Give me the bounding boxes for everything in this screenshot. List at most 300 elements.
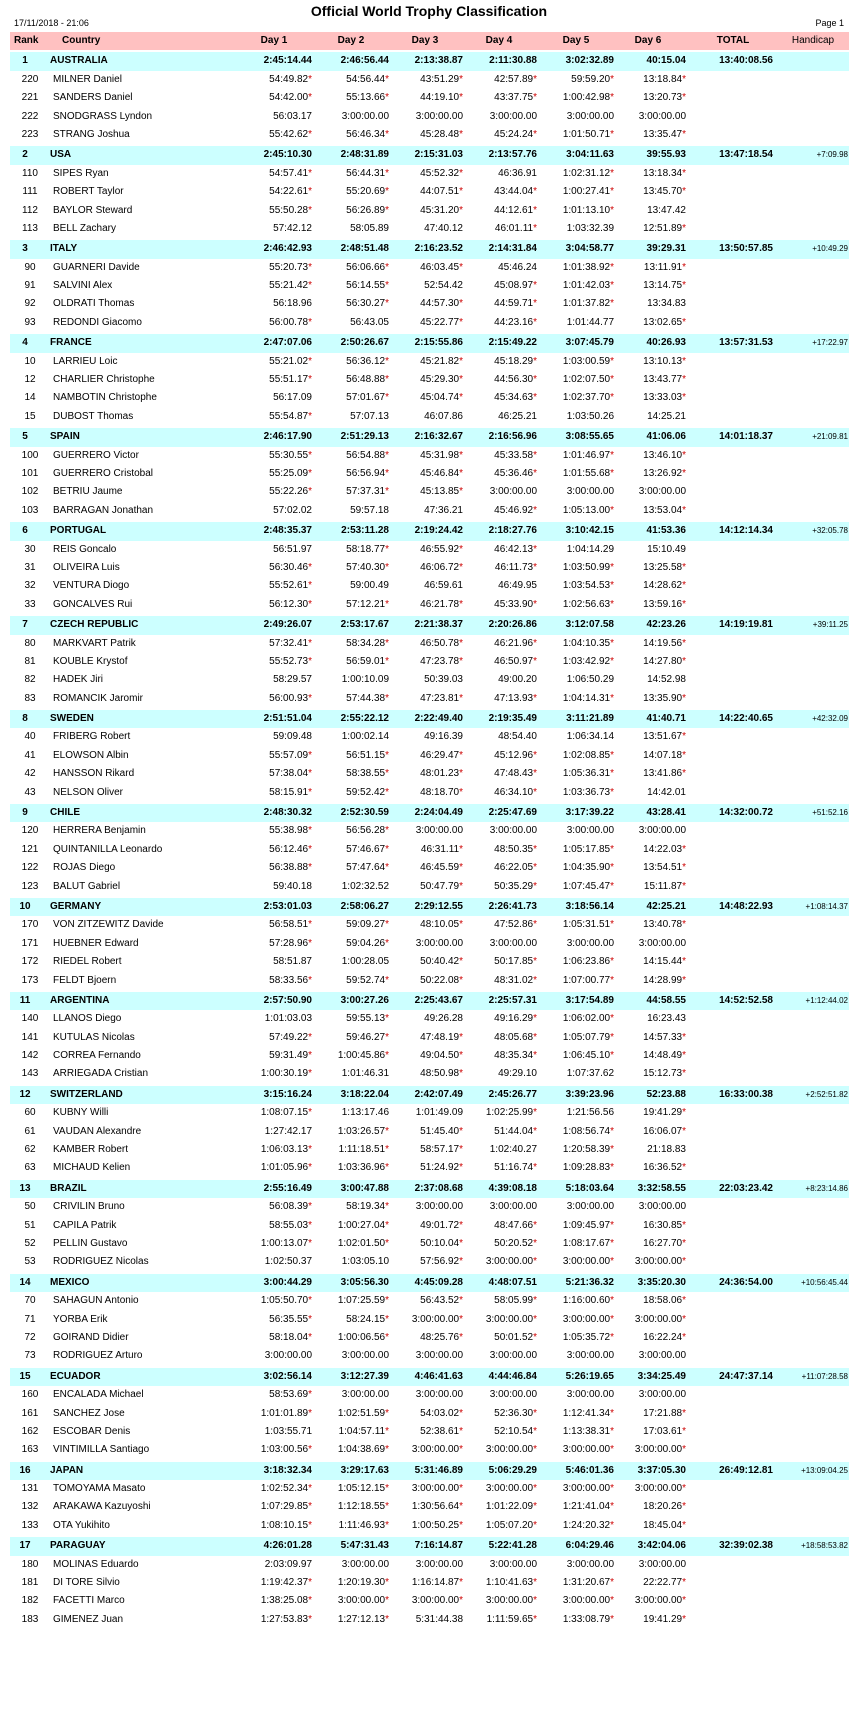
rider-number: 60 <box>24 1107 36 1119</box>
rider-day-5: 3:00:00.00 <box>566 1558 614 1570</box>
team-handicap: +51:52.16 <box>812 808 848 818</box>
rider-day-3: 46:29.47* <box>420 749 463 761</box>
rider-day-1: 59:09.48 <box>273 731 312 743</box>
rider-day-5: 1:07:45.47* <box>562 880 614 892</box>
rider-name: MARKVART Patrik <box>53 637 136 649</box>
rider-day-1: 1:01:01.89* <box>260 1407 312 1419</box>
rider-row <box>10 183 849 201</box>
rider-name: BALUT Gabriel <box>53 880 121 892</box>
rider-day-6: 13:59.16* <box>643 598 686 610</box>
rider-day-4: 46:49.95 <box>498 580 537 592</box>
rider-day-4: 58:05.99* <box>494 1295 537 1307</box>
rider-day-2: 56:43.05 <box>350 316 389 328</box>
team-day-2: 3:00:47.88 <box>340 1182 389 1194</box>
rider-day-5: 1:05:13.00* <box>562 504 614 516</box>
rider-day-4: 48:35.34* <box>494 1050 537 1062</box>
team-day-5: 6:04:29.46 <box>565 1540 614 1552</box>
rider-day-1: 55:57.09* <box>269 749 312 761</box>
rider-day-5: 1:02:31.12* <box>562 167 614 179</box>
rider-number: 221 <box>21 92 39 104</box>
rider-day-3: 45:52.32* <box>420 167 463 179</box>
rider-day-1: 1:38:25.08* <box>260 1595 312 1607</box>
team-row <box>10 240 849 258</box>
rider-day-6: 13:18.84* <box>643 73 686 85</box>
rider-day-2: 57:46.67* <box>346 843 389 855</box>
rider-day-2: 57:01.67* <box>346 392 389 404</box>
rider-name: FELDT Bjoern <box>53 974 117 986</box>
rider-day-5: 59:59.20* <box>571 73 614 85</box>
rider-day-2: 59:04.26* <box>346 937 389 949</box>
rider-day-5: 1:03:00.59* <box>562 355 614 367</box>
team-country: SWITZERLAND <box>50 1088 123 1100</box>
team-rank: 11 <box>19 994 31 1006</box>
rider-day-3: 48:01.23* <box>420 768 463 780</box>
team-day-2: 2:55:22.12 <box>340 713 389 725</box>
rider-day-5: 1:01:46.97* <box>562 449 614 461</box>
rider-day-6: 18:20.26* <box>643 1501 686 1513</box>
rider-row <box>10 596 849 614</box>
rider-day-4: 3:00:00.00* <box>485 1444 537 1456</box>
rider-day-5: 3:00:00.00 <box>566 486 614 498</box>
rider-row <box>10 1253 849 1271</box>
rider-day-6: 13:41.86* <box>643 768 686 780</box>
rider-day-5: 1:01:37.82* <box>562 298 614 310</box>
team-day-3: 5:31:46.89 <box>414 1464 463 1476</box>
team-day-1: 3:15:16.24 <box>263 1088 312 1100</box>
rider-day-2: 1:27:12.13* <box>337 1613 389 1625</box>
rider-day-4: 46:36.91 <box>498 167 537 179</box>
team-day-2: 2:52:30.59 <box>340 807 389 819</box>
rider-number: 113 <box>22 222 38 234</box>
rider-name: SAHAGUN Antonio <box>53 1295 139 1307</box>
rider-day-1: 55:22.26* <box>269 486 312 498</box>
rider-row <box>10 108 849 126</box>
rider-name: SANDERS Daniel <box>53 92 133 104</box>
rider-day-6: 14:48.49* <box>643 1050 686 1062</box>
rider-day-3: 43:51.29* <box>420 73 463 85</box>
rider-day-1: 1:05:50.70* <box>260 1295 312 1307</box>
header-total: TOTAL <box>716 35 750 46</box>
rider-day-3: 3:00:00.00* <box>411 1595 463 1607</box>
rider-day-5: 3:00:00.00 <box>566 937 614 949</box>
rider-number: 70 <box>24 1295 36 1307</box>
rider-day-5: 1:03:50.99* <box>562 561 614 573</box>
team-day-5: 3:17:39.22 <box>565 807 614 819</box>
team-rank: 16 <box>19 1464 31 1476</box>
team-handicap: +42:32.09 <box>812 714 848 724</box>
rider-name: ARRIEGADA Cristian <box>53 1068 149 1080</box>
rider-name: LLANOS Diego <box>53 1013 122 1025</box>
rider-row <box>10 1311 849 1329</box>
team-day-2: 3:18:22.04 <box>340 1088 389 1100</box>
rider-day-3: 47:48.19* <box>420 1031 463 1043</box>
team-day-1: 2:45:14.44 <box>263 55 312 67</box>
rider-day-4: 44:23.16* <box>494 316 537 328</box>
header-country: Country <box>62 35 101 46</box>
rider-name: KUTULAS Nicolas <box>53 1031 135 1043</box>
rider-day-6: 3:00:00.00* <box>634 1595 686 1607</box>
rider-name: PELLIN Gustavo <box>53 1238 128 1249</box>
team-day-6: 43:28.41 <box>646 807 686 819</box>
rider-day-5: 1:01:38.92* <box>562 261 614 273</box>
rider-day-2: 1:00:06.56* <box>337 1331 389 1343</box>
team-rank: 14 <box>19 1276 31 1288</box>
print-date: 17/11/2018 - 21:06 <box>14 18 89 28</box>
rider-day-6: 13:47.42 <box>647 204 686 216</box>
rider-day-1: 1:08:10.15* <box>260 1519 312 1531</box>
rider-day-3: 1:00:50.25* <box>411 1519 463 1531</box>
rider-day-5: 1:31:20.67* <box>562 1577 614 1589</box>
rider-day-1: 1:08:07.15* <box>260 1107 312 1119</box>
team-total: 14:19:19.81 <box>719 619 773 631</box>
team-day-4: 5:06:29.29 <box>488 1464 537 1476</box>
rider-day-6: 14:57.33* <box>643 1031 686 1043</box>
rider-name: OLDRATI Thomas <box>53 298 135 310</box>
rider-number: 133 <box>21 1519 39 1531</box>
rider-day-3: 56:43.52* <box>420 1295 463 1307</box>
rider-day-1: 58:29.57 <box>273 674 312 686</box>
rider-day-2: 57:07.13 <box>350 410 389 422</box>
rider-day-5: 1:01:13.10* <box>562 204 614 216</box>
rider-day-2: 1:04:57.11* <box>338 1425 389 1437</box>
rider-day-1: 1:19:42.37* <box>260 1577 312 1589</box>
team-day-1: 2:47:07.06 <box>263 337 312 349</box>
rider-day-3: 46:21.78* <box>420 598 463 610</box>
rider-number: 122 <box>21 862 39 874</box>
rider-day-6: 15:11.87* <box>643 880 686 892</box>
rider-row <box>10 1104 849 1122</box>
team-day-2: 2:48:51.48 <box>340 243 389 255</box>
team-day-4: 2:19:35.49 <box>488 713 537 725</box>
rider-day-5: 3:00:00.00 <box>566 1389 614 1401</box>
rider-number: 32 <box>24 580 36 592</box>
rider-name: ENCALADA Michael <box>53 1389 144 1401</box>
rider-day-6: 18:45.04* <box>643 1519 686 1531</box>
team-day-5: 3:02:32.89 <box>565 55 614 67</box>
rider-day-6: 3:00:00.00 <box>638 1389 686 1401</box>
team-day-6: 3:37:05.30 <box>637 1464 686 1476</box>
rider-day-4: 1:01:22.09* <box>485 1501 537 1513</box>
rider-day-3: 46:03.45* <box>420 261 463 273</box>
rider-day-2: 58:38.55* <box>346 768 389 780</box>
rider-day-4: 3:00:00.00 <box>489 1350 537 1362</box>
rider-day-1: 58:15.91* <box>269 786 312 798</box>
rider-row <box>10 1047 849 1065</box>
rider-day-2: 59:55.13* <box>346 1013 389 1025</box>
rider-day-1: 1:01:03.03 <box>264 1013 312 1025</box>
rider-day-3: 50:47.79* <box>420 880 463 892</box>
rider-number: 131 <box>21 1483 39 1495</box>
rider-day-4: 52:10.54* <box>494 1425 537 1437</box>
rider-day-5: 3:00:00.00* <box>562 1256 614 1268</box>
rider-day-6: 14:27.80* <box>643 655 686 667</box>
rider-day-1: 56:30.46* <box>269 561 312 573</box>
rider-name: BARRAGAN Jonathan <box>53 504 154 516</box>
rider-row <box>10 747 849 765</box>
rider-number: 40 <box>24 731 36 743</box>
rider-day-3: 46:31.11* <box>420 843 463 855</box>
rider-day-4: 3:00:00.00* <box>485 1483 537 1495</box>
rider-day-4: 48:31.02* <box>494 974 537 986</box>
rider-day-1: 57:42.12 <box>273 222 312 234</box>
team-total: 13:57:31.53 <box>719 337 773 349</box>
table-body <box>10 52 849 1629</box>
rider-row <box>10 353 849 371</box>
rider-name: CRIVILIN Bruno <box>53 1201 125 1213</box>
team-row <box>10 52 849 70</box>
team-day-4: 2:26:41.73 <box>488 900 537 912</box>
team-rank: 15 <box>19 1370 31 1382</box>
rider-day-6: 15:12.73* <box>643 1068 686 1080</box>
rider-day-2: 1:00:27.04* <box>337 1219 389 1231</box>
rider-row <box>10 1029 849 1047</box>
rider-day-1: 56:18.96 <box>273 298 312 310</box>
team-country: SPAIN <box>50 431 80 443</box>
team-day-4: 2:45:26.77 <box>488 1088 537 1100</box>
team-rank: 3 <box>22 243 28 255</box>
rider-row <box>10 465 849 483</box>
rider-day-6: 13:53.04* <box>643 504 686 516</box>
rider-row <box>10 71 849 89</box>
team-rank: 6 <box>22 525 28 537</box>
rider-day-3: 50:10.04* <box>420 1238 463 1249</box>
rider-day-6: 13:14.75* <box>643 280 686 292</box>
rider-day-2: 56:30.27* <box>346 298 389 310</box>
rider-day-2: 58:18.77* <box>346 543 389 555</box>
rider-day-5: 1:03:36.73* <box>562 786 614 798</box>
team-rank: 9 <box>22 807 28 819</box>
rider-row <box>10 447 849 465</box>
rider-day-3: 47:40.12 <box>424 222 463 234</box>
rider-day-6: 13:02.65* <box>643 316 686 328</box>
rider-row <box>10 859 849 877</box>
rider-row <box>10 295 849 313</box>
rider-day-1: 58:18.04* <box>269 1331 312 1343</box>
rider-day-5: 3:00:00.00* <box>562 1444 614 1456</box>
team-total: 24:36:54.00 <box>719 1276 773 1288</box>
rider-day-4: 3:00:00.00* <box>485 1256 537 1268</box>
rider-day-1: 57:32.41* <box>269 637 312 649</box>
rider-day-6: 16:22.24* <box>643 1331 686 1343</box>
team-handicap: +8:23:14.86 <box>805 1183 848 1193</box>
rider-day-3: 45:04.74* <box>420 392 463 404</box>
rider-day-6: 3:00:00.00* <box>634 1483 686 1495</box>
rider-day-2: 1:02:01.50* <box>337 1238 389 1249</box>
rider-row <box>10 1217 849 1235</box>
rider-day-2: 55:13.66* <box>346 92 389 104</box>
rider-day-4: 50:35.29* <box>494 880 537 892</box>
rider-row <box>10 1329 849 1347</box>
team-day-4: 2:16:56.96 <box>488 431 537 443</box>
rider-row <box>10 559 849 577</box>
rider-day-4: 45:33.58* <box>494 449 537 461</box>
rider-day-3: 3:00:00.00 <box>415 1389 463 1401</box>
team-country: ITALY <box>50 243 78 255</box>
team-rank: 17 <box>19 1540 31 1552</box>
team-handicap: +21:09.81 <box>812 432 848 442</box>
rider-name: RODRIGUEZ Arturo <box>53 1350 143 1362</box>
rider-number: 173 <box>21 974 39 986</box>
team-handicap: +32:05.78 <box>812 526 848 536</box>
rider-name: GUERRERO Cristobal <box>53 467 154 479</box>
rider-day-5: 1:05:35.72* <box>562 1331 614 1343</box>
header-day-6: Day 6 <box>634 35 662 46</box>
rider-day-4: 3:00:00.00 <box>489 1389 537 1401</box>
rider-day-1: 58:53.69* <box>269 1389 312 1401</box>
team-day-2: 2:46:56.44 <box>340 55 389 67</box>
rider-day-3: 49:26.28 <box>424 1013 463 1025</box>
rider-day-3: 47:23.78* <box>420 655 463 667</box>
rider-row <box>10 389 849 407</box>
team-day-3: 2:37:08.68 <box>414 1182 463 1194</box>
rider-day-4: 49:00.20 <box>498 674 537 686</box>
rider-day-2: 58:19.34* <box>346 1201 389 1213</box>
rider-day-4: 1:02:25.99* <box>485 1107 537 1119</box>
rider-day-5: 1:33:08.79* <box>562 1613 614 1625</box>
team-row <box>10 1086 849 1104</box>
team-day-3: 2:16:32.67 <box>414 431 463 443</box>
rider-day-2: 59:46.27* <box>346 1031 389 1043</box>
rider-day-3: 3:00:00.00 <box>415 937 463 949</box>
rider-day-1: 56:08.39* <box>269 1201 312 1213</box>
rider-day-4: 51:16.74* <box>494 1162 537 1174</box>
team-handicap: +10:49.29 <box>812 244 848 254</box>
rider-row <box>10 916 849 934</box>
rider-day-2: 58:24.15* <box>346 1313 389 1325</box>
rider-name: MOLINAS Eduardo <box>53 1558 139 1570</box>
rider-number: 71 <box>24 1313 36 1325</box>
rider-day-1: 1:03:55.71 <box>264 1425 312 1437</box>
team-day-4: 2:15:49.22 <box>488 337 537 349</box>
rider-day-1: 56:00.78* <box>269 316 312 328</box>
team-row <box>10 146 849 164</box>
rider-day-2: 1:20:19.30* <box>337 1577 389 1589</box>
rider-day-6: 13:26.92* <box>643 467 686 479</box>
rider-name: ARAKAWA Kazuyoshi <box>53 1501 151 1513</box>
team-day-6: 3:34:25.49 <box>637 1370 686 1382</box>
team-day-6: 40:26.93 <box>646 337 686 349</box>
rider-day-1: 55:21.42* <box>269 280 312 292</box>
rider-name: KOUBLE Krystof <box>53 655 128 667</box>
rider-row <box>10 671 849 689</box>
rider-row <box>10 202 849 220</box>
team-country: CZECH REPUBLIC <box>50 619 139 631</box>
page-number: Page 1 <box>815 18 844 28</box>
rider-day-5: 1:09:45.97* <box>562 1219 614 1231</box>
rider-name: QUINTANILLA Leonardo <box>53 843 163 855</box>
team-day-3: 2:15:31.03 <box>414 149 463 161</box>
rider-day-5: 1:24:20.32* <box>562 1519 614 1531</box>
rider-day-6: 13:10.13* <box>643 355 686 367</box>
rider-row <box>10 220 849 238</box>
rider-number: 100 <box>21 449 39 461</box>
team-row <box>10 428 849 446</box>
team-day-5: 5:18:03.64 <box>565 1182 614 1194</box>
rider-day-4: 48:05.68* <box>494 1031 537 1043</box>
rider-day-1: 55:52.73* <box>269 655 312 667</box>
rider-day-1: 55:54.87* <box>269 410 312 422</box>
rider-day-1: 1:00:13.07* <box>260 1238 312 1249</box>
rider-number: 223 <box>21 128 39 140</box>
rider-row <box>10 1347 849 1365</box>
rider-row <box>10 502 849 520</box>
rider-day-6: 3:00:00.00 <box>638 937 686 949</box>
rider-number: 91 <box>24 280 36 292</box>
rider-number: 30 <box>24 543 36 555</box>
rider-day-6: 14:42.01 <box>647 786 686 798</box>
rider-day-2: 59:00.49 <box>350 580 389 592</box>
rider-day-3: 45:21.82* <box>420 355 463 367</box>
team-day-5: 5:26:19.65 <box>565 1370 614 1382</box>
rider-row <box>10 1123 849 1141</box>
rider-name: REDONDI Giacomo <box>53 316 142 328</box>
rider-day-2: 57:37.31* <box>346 486 389 498</box>
rider-name: NELSON Oliver <box>53 786 124 798</box>
team-total: 22:03:23.42 <box>719 1182 773 1194</box>
rider-day-5: 1:08:56.74* <box>562 1125 614 1137</box>
rider-row <box>10 371 849 389</box>
rider-day-3: 46:50.78* <box>420 637 463 649</box>
team-day-5: 3:10:42.15 <box>565 525 614 537</box>
rider-day-4: 47:13.93* <box>494 692 537 704</box>
rider-day-6: 3:00:00.00 <box>638 1558 686 1570</box>
team-day-4: 4:44:46.84 <box>488 1370 537 1382</box>
team-day-1: 2:46:17.90 <box>263 431 312 443</box>
rider-day-1: 55:52.61* <box>269 580 312 592</box>
rider-number: 170 <box>21 919 39 931</box>
rider-day-5: 3:00:00.00 <box>566 1350 614 1362</box>
rider-day-2: 1:11:46.93* <box>338 1519 389 1531</box>
team-day-4: 2:11:30.88 <box>489 55 537 67</box>
rider-day-6: 14:15.44* <box>643 956 686 968</box>
team-day-3: 4:46:41.63 <box>414 1370 463 1382</box>
rider-day-5: 1:06:50.29 <box>566 674 614 686</box>
team-day-3: 2:16:23.52 <box>414 243 463 255</box>
rider-number: 90 <box>24 261 36 273</box>
rider-day-5: 1:05:07.79* <box>562 1031 614 1043</box>
team-day-6: 42:23.26 <box>646 619 686 631</box>
rider-day-6: 13:11.91* <box>643 261 686 273</box>
rider-name: GOIRAND Didier <box>53 1331 129 1343</box>
rider-day-4: 45:34.63* <box>494 392 537 404</box>
rider-row <box>10 577 849 595</box>
rider-name: SALVINI Alex <box>53 280 113 292</box>
rider-name: BELL Zachary <box>53 222 116 234</box>
rider-day-2: 59:57.18 <box>350 504 389 516</box>
rider-day-6: 13:51.67* <box>643 731 686 743</box>
rider-day-4: 3:00:00.00 <box>489 937 537 949</box>
rider-number: 102 <box>21 486 39 498</box>
rider-day-2: 1:00:10.09 <box>341 674 389 686</box>
rider-number: 52 <box>24 1238 36 1249</box>
rider-day-5: 1:01:50.71* <box>562 128 614 140</box>
rider-day-4: 3:00:00.00* <box>485 1313 537 1325</box>
team-day-1: 2:55:16.49 <box>263 1182 312 1194</box>
rider-day-2: 54:56.44* <box>346 73 389 85</box>
rider-day-6: 13:54.51* <box>643 862 686 874</box>
team-day-4: 4:39:08.18 <box>488 1182 537 1194</box>
rider-name: CORREA Fernando <box>53 1050 141 1062</box>
rider-name: TOMOYAMA Masato <box>53 1483 146 1495</box>
team-handicap: +18:58:53.82 <box>801 1541 848 1551</box>
rider-day-3: 52:38.61* <box>420 1425 463 1437</box>
team-rank: 13 <box>19 1182 31 1194</box>
team-total: 16:33:00.38 <box>719 1088 773 1100</box>
rider-row <box>10 1010 849 1028</box>
team-rank: 2 <box>22 149 28 161</box>
rider-day-6: 13:35.47* <box>643 128 686 140</box>
rider-row <box>10 935 849 953</box>
